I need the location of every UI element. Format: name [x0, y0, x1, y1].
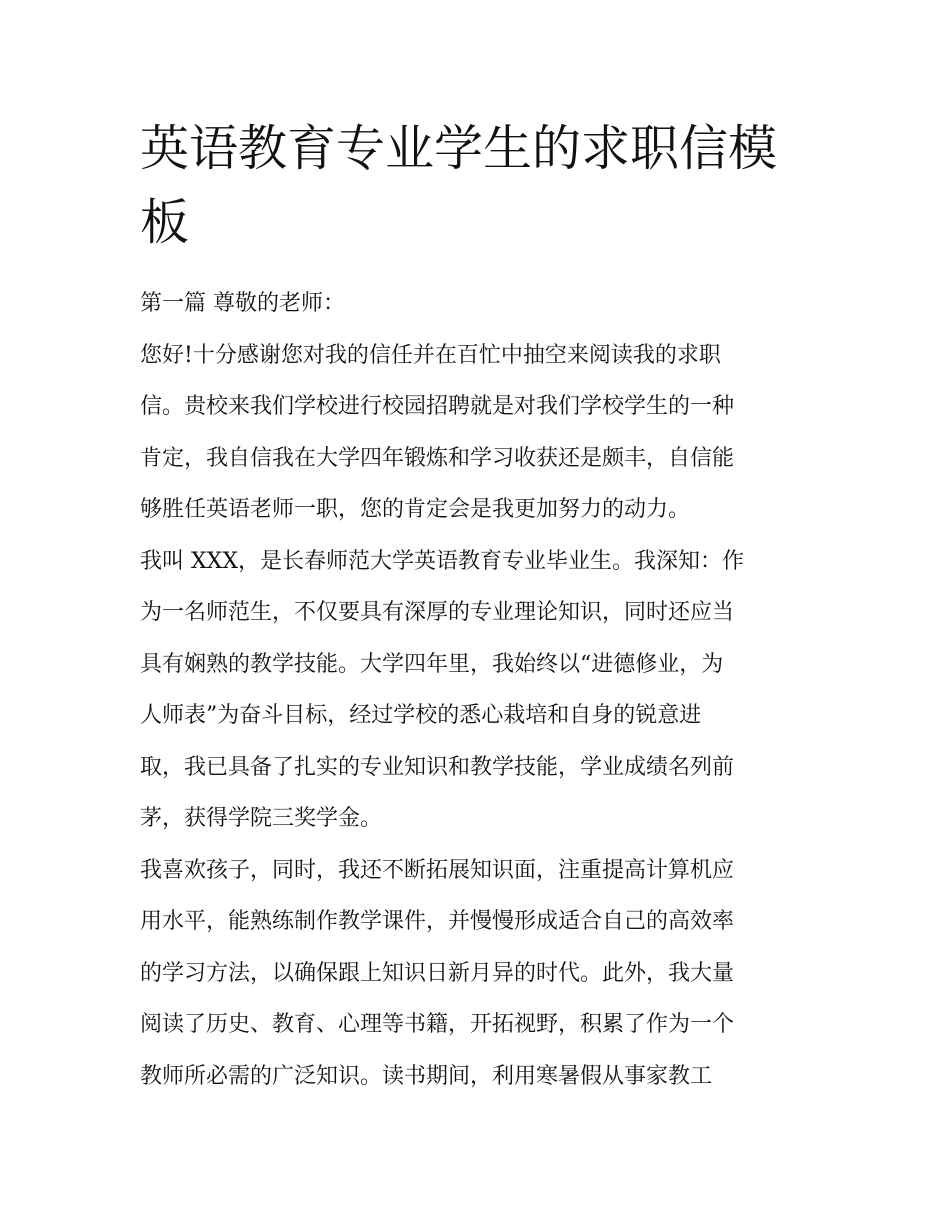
document-title: [140, 112, 820, 260]
body-text-line: 信。贵校来我们学校进行校园招聘就是对我们学校学生的一种: [140, 394, 735, 419]
body-text-line: 茅，获得学院三奖学金。: [140, 806, 383, 831]
body-text-line: 用水平，能熟练制作教学课件，并慢慢形成适合自己的高效率: [140, 909, 735, 934]
body-text-line: 阅读了历史、教育、心理等书籍，开拓视野，积累了作为一个: [140, 1012, 735, 1037]
body-text-line: 我喜欢孩子，同时，我还不断拓展知识面，注重提高计算机应: [140, 857, 735, 883]
body-text-line: 人师表”为奋斗目标，经过学校的悉心栽培和自身的锐意进: [140, 703, 702, 728]
salutation-line: 第一篇 尊敬的老师：: [140, 291, 345, 316]
title-line: 板: [140, 194, 190, 251]
body-text-line: 够胜任英语老师一职，您的肯定会是我更加努力的动力。: [140, 497, 691, 522]
body-text-line: 的学习方法，以确保跟上知识日新月异的时代。此外，我大量: [140, 960, 735, 986]
title-line: 英语教育专业学生的求职信模: [140, 120, 778, 177]
body-text-line: 我叫 XXX，是长春师范大学英语教育专业毕业生。我深知：作: [140, 548, 744, 574]
body-text-line: 肯定，我自信我在大学四年锻炼和学习收获还是颇丰，自信能: [140, 445, 735, 471]
body-text-line: 为一名师范生，不仅要具有深厚的专业理论知识，同时还应当: [140, 600, 735, 625]
document-body: [140, 278, 840, 1102]
body-text-line: 您好!十分感谢您对我的信任并在百忙中抽空来阅读我的求职: [140, 342, 721, 368]
body-text-line: 取，我已具备了扎实的专业知识和教学技能，学业成绩名列前: [140, 754, 735, 780]
body-text-line: 具有娴熟的教学技能。大学四年里，我始终以“进德修业，为: [140, 651, 724, 677]
body-text-line: 教师所必需的广泛知识。读书期间，利用寒暑假从事家教工: [140, 1063, 713, 1089]
